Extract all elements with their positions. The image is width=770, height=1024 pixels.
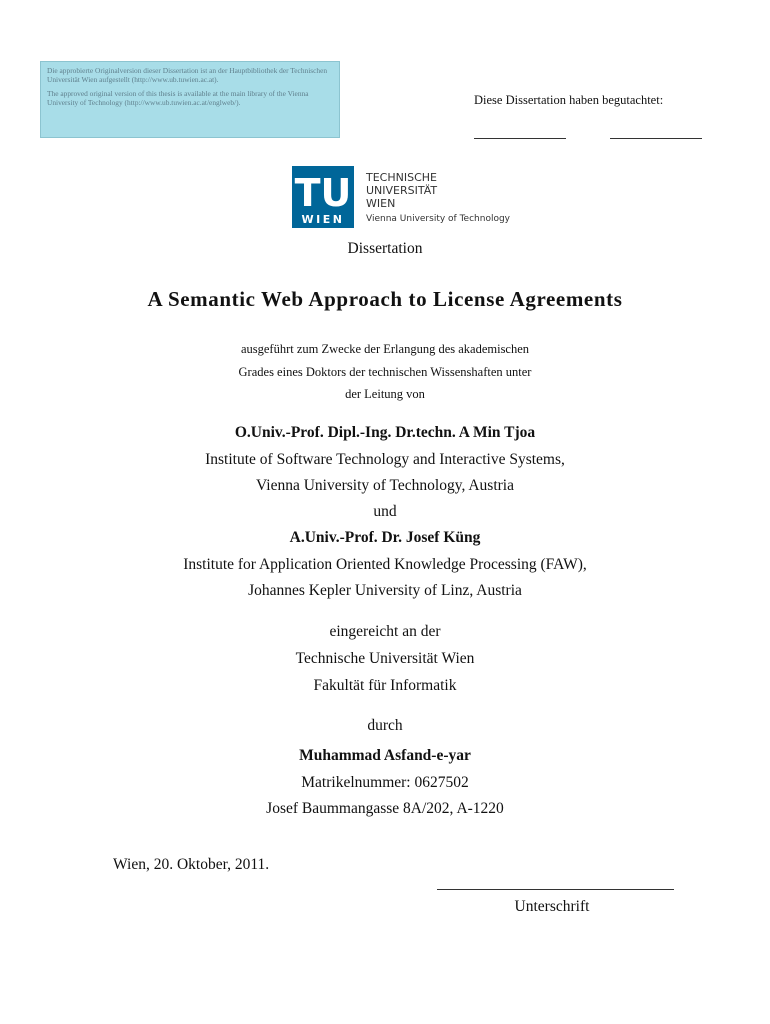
logo-mark-tu: TU (294, 171, 352, 215)
submission-line-2: Technische Universität Wien (295, 650, 475, 667)
date-place: Wien, 20. Oktober, 2011. (113, 856, 270, 873)
purpose-line-2: Grades eines Doktors der technischen Wissenshaften unter (238, 365, 532, 379)
library-notice-english: The approved original version of this thesis is available at the main library of the Vienna University of Technology (http://www.ub.tuwien.ac.at/englweb/). (47, 89, 309, 107)
reviewer-signature-line-2 (610, 138, 702, 139)
signature-label: Unterschrift (514, 898, 590, 915)
submission-line-3: Fakultät für Informatik (313, 677, 457, 694)
logo-line-vienna-university: Vienna University of Technology (366, 214, 510, 224)
supervisor1-university: Vienna University of Technology, Austria (256, 477, 514, 494)
tu-wien-logo (292, 166, 532, 228)
and-label: und (373, 503, 397, 520)
by-label: durch (367, 717, 403, 734)
author-address: Josef Baummangasse 8A/202, A-1220 (266, 800, 504, 817)
author-signature-line (437, 889, 674, 890)
author-name: Muhammad Asfand-e-yar (299, 747, 471, 764)
supervisor2-institute: Institute for Application Oriented Knowledge Processing (FAW), (183, 556, 587, 573)
reviewer-signature-line-1 (474, 138, 566, 139)
logo-line-wien: WIEN (366, 197, 396, 210)
logo-mark-wien: WIEN (301, 213, 345, 226)
purpose-line-3: der Leitung von (345, 387, 425, 401)
thesis-title: A Semantic Web Approach to License Agreements (147, 287, 623, 311)
logo-line-universitaet: UNIVERSITÄT (366, 184, 438, 197)
library-notice-german: Die approbierte Originalversion dieser Dissertation ist an der Hauptbibliothek der Technischen Universität Wien aufgestellt (http://www.ub.tuwien.ac.at). (47, 66, 328, 84)
supervisor2-university: Johannes Kepler University of Linz, Austria (248, 582, 522, 599)
logo-line-technische: TECHNISCHE (366, 171, 437, 184)
supervisor1-name: O.Univ.-Prof. Dipl.-Ing. Dr.techn. A Min Tjoa (234, 424, 536, 441)
supervisor1-institute: Institute of Software Technology and Interactive Systems, (205, 451, 565, 468)
doc-type: Dissertation (347, 240, 423, 257)
library-notice-box (40, 61, 340, 138)
reviewers-label: Diese Dissertation haben begutachtet: (474, 93, 664, 107)
submission-line-1: eingereicht an der (329, 623, 441, 640)
author-matrikel: Matrikelnummer: 0627502 (301, 774, 469, 791)
purpose-line-1: ausgeführt zum Zwecke der Erlangung des akademischen (240, 342, 530, 356)
supervisor2-name: A.Univ.-Prof. Dr. Josef Küng (289, 529, 481, 546)
